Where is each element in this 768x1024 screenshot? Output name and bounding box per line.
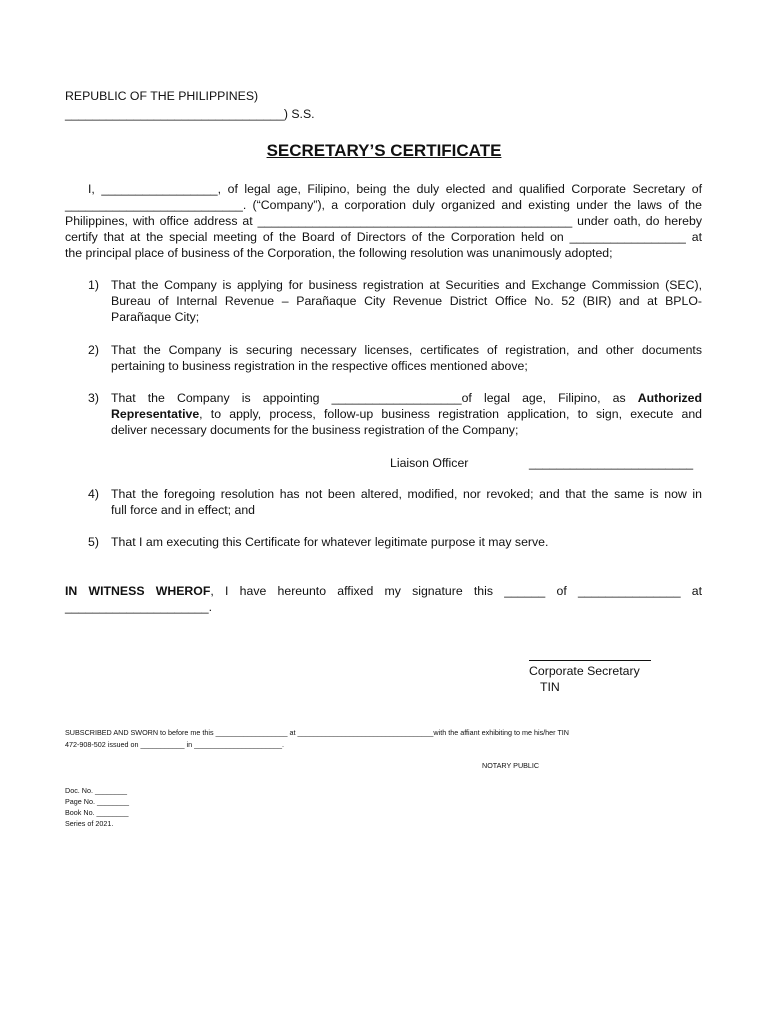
authorized-bold: Authorized bbox=[637, 391, 702, 405]
witness-bold: IN WITNESS WHEROF bbox=[65, 584, 211, 598]
resolution-item-3 bbox=[88, 390, 702, 438]
item-number: 1) bbox=[88, 278, 99, 292]
intro-line-5: the principal place of business of the Corporation, the following resolution was unanimously adopted; bbox=[65, 246, 613, 260]
witness-line-2: _____________________. bbox=[65, 600, 213, 614]
liaison-officer-blank: ________________________ bbox=[529, 456, 694, 470]
series-year: Series of 2021. bbox=[65, 819, 114, 828]
witness-line-1 bbox=[65, 583, 702, 599]
item-line: That the foregoing resolution has not been altered, modified, nor revoked; and that the same is now in bbox=[111, 487, 702, 501]
resolution-item-5 bbox=[88, 534, 702, 550]
liaison-officer-label: Liaison Officer bbox=[390, 456, 469, 470]
resolution-item-4 bbox=[88, 486, 702, 518]
item-line: pertaining to business registration in the respective offices mentioned above; bbox=[111, 359, 528, 373]
item-line: Bureau of Internal Revenue – Parañaque City Revenue District Office No. 52 (BIR) and at BPLO- bbox=[111, 294, 702, 308]
item-line: full force and in effect; and bbox=[111, 503, 256, 517]
item-number: 2) bbox=[88, 343, 99, 357]
intro-line-1: I, _________________, of legal age, Filipino, being the duly elected and qualified Corporate Secretary of bbox=[88, 182, 702, 196]
signature-line bbox=[529, 660, 651, 661]
notary-public-label: NOTARY PUBLIC bbox=[482, 761, 540, 770]
item-number: 5) bbox=[88, 535, 99, 549]
item-number: 4) bbox=[88, 487, 99, 501]
item-text: , to apply, process, follow-up business registration application, to sign, execute and bbox=[199, 407, 702, 421]
item-number: 3) bbox=[88, 391, 99, 405]
resolution-item-1 bbox=[88, 277, 702, 325]
ss-line: ________________________________) S.S. bbox=[65, 107, 315, 121]
page-title: SECRETARY’S CERTIFICATE bbox=[266, 141, 502, 160]
intro-line-4: certify that at the special meeting of the Board of Directors of the Corporation held on _________________ at bbox=[65, 230, 702, 244]
jurat-line-1: SUBSCRIBED AND SWORN to before me this __________________ at __________________________________with the affiant exhibiting to me his/her TIN bbox=[65, 728, 569, 737]
witness-text: , I have hereunto affixed my signature this ______ of _______________ at bbox=[210, 584, 702, 598]
item-line: That the Company is applying for business registration at Securities and Exchange Commission (SEC), bbox=[111, 278, 702, 292]
corporate-secretary-label: Corporate Secretary bbox=[529, 664, 640, 678]
doc-no: Doc. No. ________ bbox=[65, 786, 127, 795]
page-no: Page No. ________ bbox=[65, 797, 129, 806]
intro-line-2: __________________________. (“Company”), a corporation duly organized and existing under the laws of the bbox=[65, 198, 702, 212]
item-line bbox=[111, 406, 702, 422]
item-text: That the Company is appointing ___________________of legal age, Filipino, as bbox=[111, 391, 626, 405]
book-no: Book No. ________ bbox=[65, 808, 129, 817]
tin-label: TIN bbox=[540, 680, 560, 694]
resolution-item-2 bbox=[88, 342, 702, 374]
item-line: deliver necessary documents for the business registration of the Company; bbox=[111, 423, 519, 437]
republic-line: REPUBLIC OF THE PHILIPPINES) bbox=[65, 89, 259, 103]
item-line: That the Company is securing necessary licenses, certificates of registration, and other documents bbox=[111, 343, 702, 357]
intro-line-3: Philippines, with office address at ______________________________________________ under oath, do hereby bbox=[65, 214, 702, 228]
item-line: That I am executing this Certificate for whatever legitimate purpose it may serve. bbox=[111, 535, 549, 549]
representative-bold: Representative bbox=[111, 407, 200, 421]
item-line: Parañaque City; bbox=[111, 310, 200, 324]
item-line bbox=[111, 390, 702, 406]
jurat-line-2: 472-908-502 issued on ___________ in ______________________. bbox=[65, 740, 285, 749]
